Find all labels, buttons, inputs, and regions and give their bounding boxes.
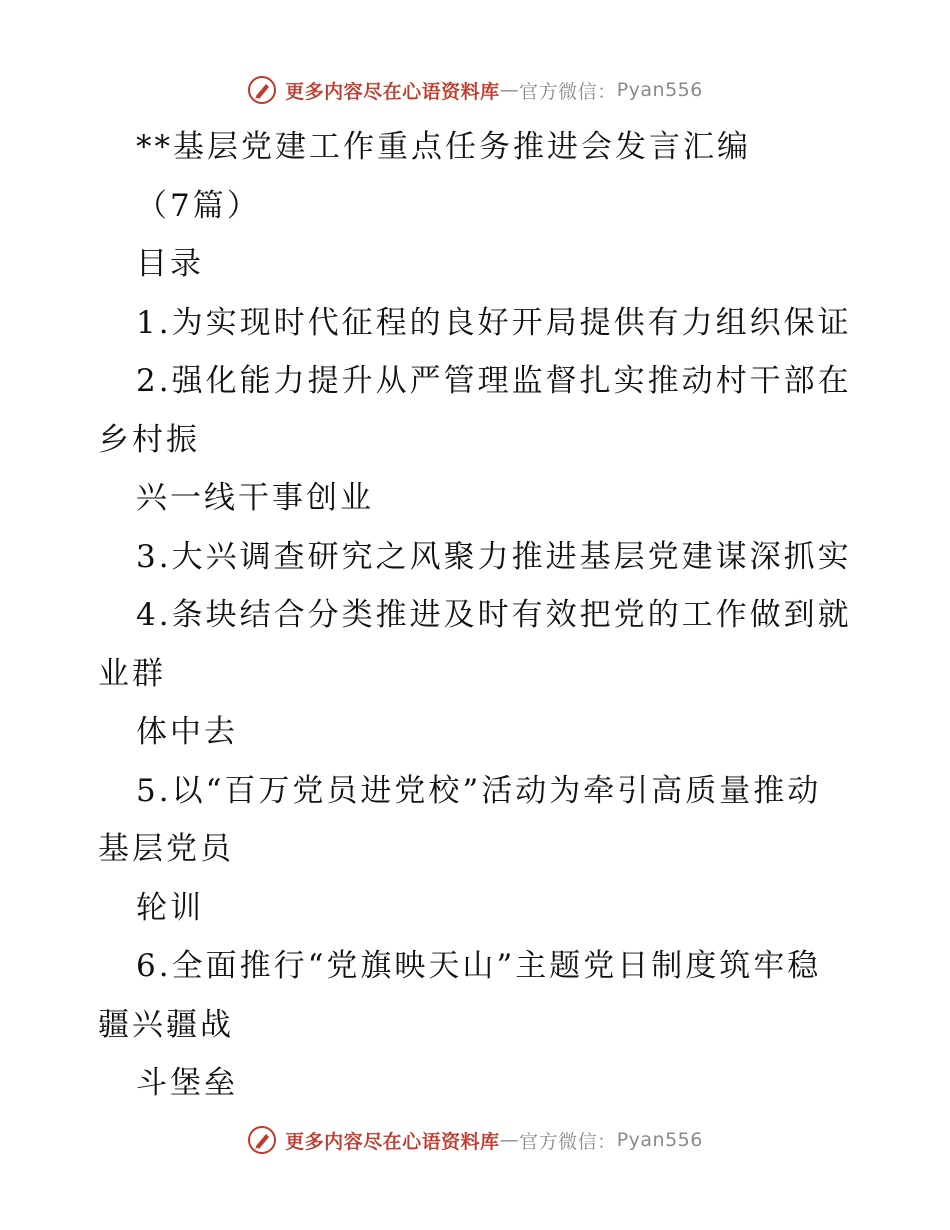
toc-line: 乡村振 bbox=[98, 421, 200, 458]
watermark-contact-value: Pyan556 bbox=[616, 79, 703, 101]
toc-line: 业群 bbox=[98, 655, 166, 692]
watermark-dash: — bbox=[499, 79, 520, 101]
watermark-dash: — bbox=[499, 1129, 520, 1151]
toc-line: 2.强化能力提升从严管理监督扎实推动村干部在 bbox=[136, 363, 852, 399]
toc-line: 轮训 bbox=[136, 889, 204, 926]
toc-line: 基层党员 bbox=[98, 831, 234, 867]
document-body bbox=[98, 118, 858, 1113]
watermark-brand: 更多内容尽在心语资料库 bbox=[285, 80, 500, 103]
table-of-contents bbox=[98, 294, 858, 1113]
header-watermark bbox=[0, 70, 950, 110]
watermark-brand: 更多内容尽在心语资料库 bbox=[285, 1130, 500, 1153]
toc-line: 4.条块结合分类推进及时有效把党的工作做到就 bbox=[136, 597, 852, 633]
toc-line: 斗堡垒 bbox=[136, 1065, 238, 1101]
toc-heading: 目录 bbox=[136, 246, 204, 282]
pen-logo-icon bbox=[247, 1125, 277, 1155]
toc-line: 6.全面推行“党旗映天山”主题党日制度筑牢稳 bbox=[136, 948, 822, 984]
footer-watermark bbox=[0, 1120, 950, 1160]
watermark-contact-label: 官方微信： bbox=[519, 80, 617, 103]
document-count: （7篇） bbox=[136, 187, 261, 224]
document-title: **基层党建工作重点任务推进会发言汇编 bbox=[136, 129, 751, 165]
toc-line: 1.为实现时代征程的良好开局提供有力组织保证 bbox=[136, 304, 852, 341]
toc-line: 体中去 bbox=[136, 714, 238, 750]
pen-logo-icon bbox=[247, 75, 277, 105]
toc-line: 5.以“百万党员进党校”活动为牵引高质量推动 bbox=[136, 772, 822, 809]
watermark-contact-label: 官方微信： bbox=[519, 1130, 617, 1153]
toc-line: 兴一线干事创业 bbox=[136, 480, 374, 516]
toc-line: 3.大兴调查研究之风聚力推进基层党建谋深抓实 bbox=[136, 538, 852, 575]
toc-line: 疆兴疆战 bbox=[98, 1006, 234, 1043]
watermark-contact-value: Pyan556 bbox=[616, 1129, 703, 1151]
